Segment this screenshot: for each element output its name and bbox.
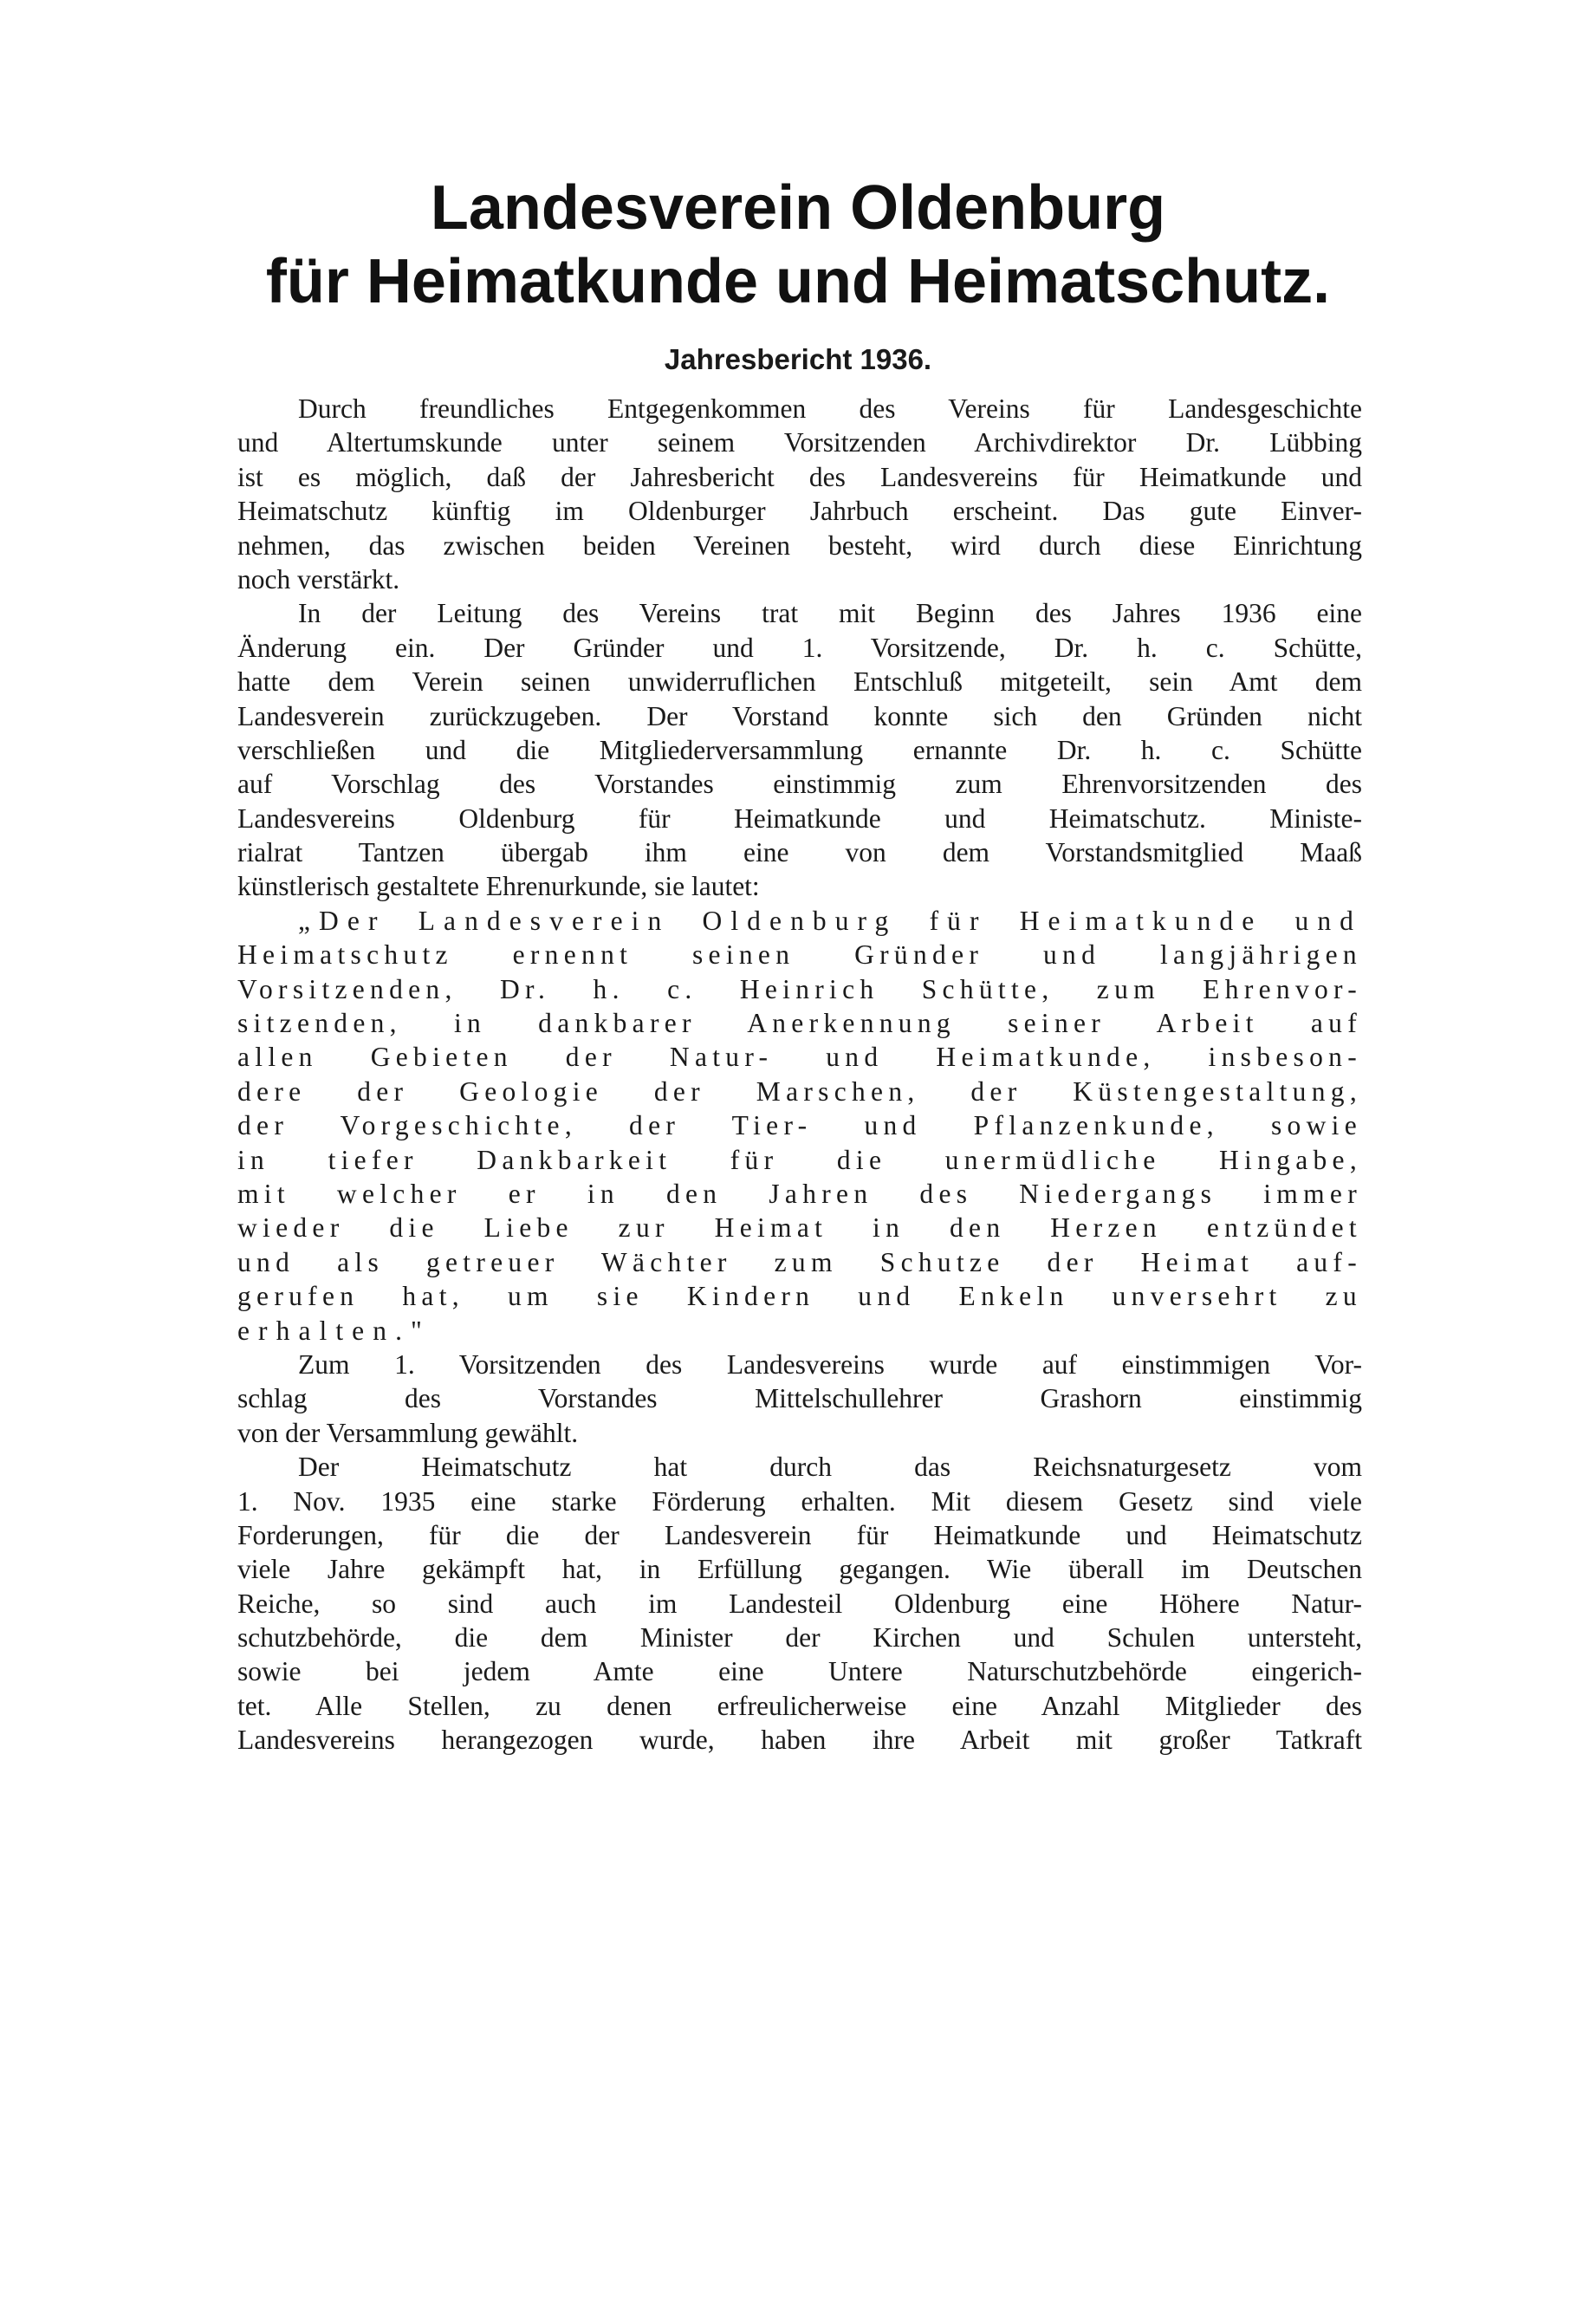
text-line: schlag des Vorstandes Mittelschullehrer Grashorn einstimmig — [237, 1383, 1362, 1414]
text-line: schutzbehörde, die dem Minister der Kirchen und Schulen untersteht, — [237, 1622, 1362, 1654]
report-subtitle: Jahresbericht 1936. — [664, 343, 932, 375]
quote-line: der Vorgeschichte, der Tier- und Pflanzenkunde, sowie — [237, 1110, 1362, 1141]
quote-line: mit welcher er in den Jahren des Niedergangs immer — [237, 1178, 1362, 1209]
title-line-2: für Heimatkunde und Heimatschutz. — [265, 247, 1331, 316]
text-line: viele Jahre gekämpft hat, in Erfüllung gegangen. Wie überall im Deutschen — [237, 1554, 1362, 1585]
text-line: auf Vorschlag des Vorstandes einstimmig zum Ehrenvorsitzenden des — [237, 769, 1362, 800]
text-line: nehmen, das zwischen beiden Vereinen besteht, wird durch diese Einrichtung — [237, 530, 1362, 561]
quote-line: gerufen hat, um sie Kindern und Enkeln unversehrt zu — [237, 1281, 1362, 1312]
text-line: Landesverein zurückzugeben. Der Vorstand konnte sich den Gründen nicht — [237, 700, 1362, 731]
quote-line: dere der Geologie der Marschen, der Küstengestaltung, — [237, 1075, 1362, 1107]
text-line: hatte dem Verein seinen unwiderruflichen Entschluß mitgeteilt, sein Amt dem — [237, 666, 1362, 698]
quote-line: allen Gebieten der Natur- und Heimatkunde, insbeson- — [237, 1042, 1362, 1073]
title-line-1: Landesverein Oldenburg — [430, 173, 1166, 243]
quote-line: und als getreuer Wächter zum Schutze der Heimat auf- — [237, 1246, 1362, 1277]
text-line: Reiche, so sind auch im Landesteil Oldenburg eine Höhere Natur- — [237, 1588, 1362, 1619]
text-line: 1. Nov. 1935 eine starke Förderung erhalten. Mit diesem Gesetz sind viele — [237, 1485, 1362, 1517]
text-line: künstlerisch gestaltete Ehrenurkunde, sie lautet: — [237, 871, 760, 902]
quote-line: „Der Landesverein Oldenburg für Heimatkunde und — [298, 905, 1362, 936]
text-line: verschließen und die Mitgliederversammlung ernannte Dr. h. c. Schütte — [237, 734, 1362, 765]
quote-line: Vorsitzenden, Dr. h. c. Heinrich Schütte, zum Ehrenvor- — [237, 973, 1362, 1004]
text-line: tet. Alle Stellen, zu denen erfreulicherweise eine Anzahl Mitglieder des — [237, 1690, 1362, 1721]
quote-line: wieder die Liebe zur Heimat in den Herzen entzündet — [237, 1212, 1362, 1244]
text-line: Landesvereins Oldenburg für Heimatkunde und Heimatschutz. Ministe- — [237, 802, 1362, 834]
text-line: Zum 1. Vorsitzenden des Landesvereins wurde auf einstimmigen Vor- — [298, 1348, 1362, 1380]
text-line: Heimatschutz künftig im Oldenburger Jahrbuch erscheint. Das gute Einver- — [237, 496, 1362, 527]
text-line: Änderung ein. Der Gründer und 1. Vorsitzende, Dr. h. c. Schütte, — [237, 632, 1362, 663]
text-line: Durch freundliches Entgegenkommen des Vereins für Landesgeschichte — [298, 393, 1362, 424]
text-line: sowie bei jedem Amte eine Untere Naturschutzbehörde eingerich- — [237, 1656, 1362, 1687]
text-line: noch verstärkt. — [237, 563, 400, 594]
text-line: Landesvereins herangezogen wurde, haben ihre Arbeit mit großer Tatkraft — [237, 1725, 1362, 1756]
report-body — [237, 392, 1362, 1757]
text-line: rialrat Tantzen übergab ihm eine von dem Vorstandsmitglied Maaß — [237, 837, 1362, 868]
quote-line: erhalten." — [237, 1315, 431, 1346]
text-line: ist es möglich, daß der Jahresbericht des Landesvereins für Heimatkunde und — [237, 461, 1362, 492]
text-line: von der Versammlung gewählt. — [237, 1417, 579, 1448]
quote-line: sitzenden, in dankbarer Anerkennung seiner Arbeit auf — [237, 1008, 1362, 1039]
text-line: und Altertumskunde unter seinem Vorsitzenden Archivdirektor Dr. Lübbing — [237, 427, 1362, 458]
quote-line: Heimatschutz ernennt seinen Gründer und langjährigen — [237, 939, 1362, 971]
quote-line: in tiefer Dankbarkeit für die unermüdliche Hingabe, — [237, 1144, 1362, 1175]
text-line: Forderungen, für die der Landesverein für Heimatkunde und Heimatschutz — [237, 1519, 1362, 1550]
text-line: Der Heimatschutz hat durch das Reichsnaturgesetz vom — [298, 1452, 1362, 1483]
text-line: In der Leitung des Vereins trat mit Beginn des Jahres 1936 eine — [298, 598, 1362, 629]
